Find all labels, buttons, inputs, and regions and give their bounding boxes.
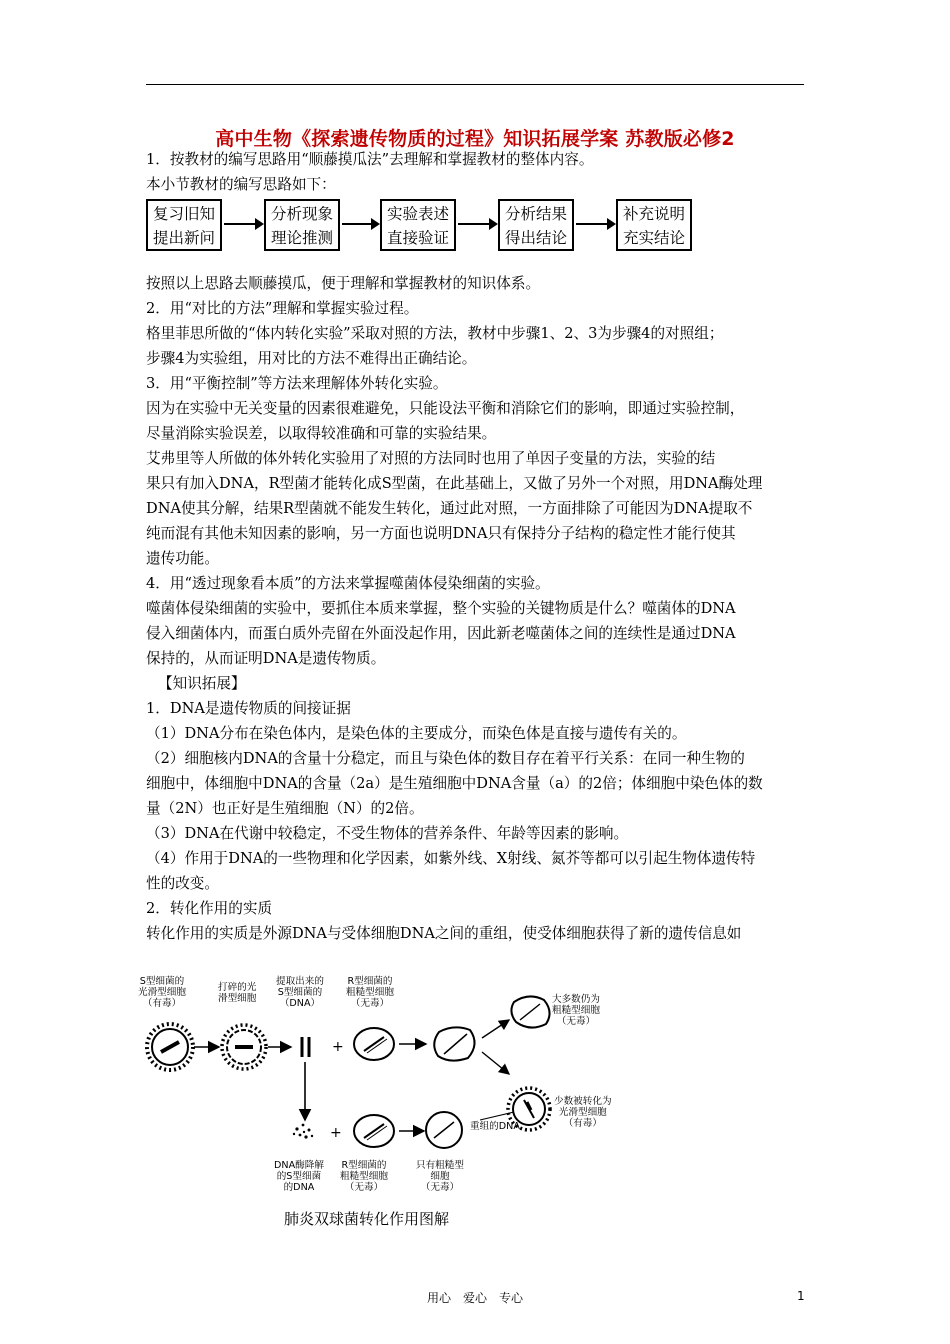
flow-box-line1: 分析现象 — [270, 205, 333, 223]
label-few-s: 少数被转化为 光滑型细胞 （有毒） — [554, 1096, 612, 1129]
flow-box-line1: 复习旧知 — [152, 205, 215, 223]
label-broken-s: 打碎的光 滑型细胞 — [218, 982, 257, 1004]
flow-box — [498, 199, 574, 251]
text-line: 1．按教材的编写思路用“顺藤摸瓜法”去理解和掌握教材的整体内容。 — [146, 151, 594, 168]
text-line: 2．转化作用的实质 — [146, 900, 273, 917]
s-cell-icon — [147, 1024, 193, 1070]
text-line: 艾弗里等人所做的体外转化实验用了对照的方法同时也用了单因子变量的方法，实验的结 — [146, 450, 716, 467]
r-cell-icon — [354, 1028, 394, 1060]
label-r-cell-top: R型细菌的 粗糙型细胞 （无毒） — [346, 976, 394, 1009]
transformation-figure — [134, 972, 634, 1240]
text-line: 量（2N）也正好是生殖细胞（N）的2倍。 — [146, 800, 424, 817]
label-most-r: 大多数仍为 粗糙型细胞 （无毒） — [552, 994, 600, 1027]
text-line: 果只有加入DNA，R型菌才能转化成S型菌，在此基础上，又做了另外一个对照，用DNA酶处理 — [146, 475, 763, 492]
text-line: （2）细胞核内DNA的含量十分稳定，而且与染色体的数目存在着平行关系：在同一种生物的 — [146, 750, 745, 767]
text-line: 格里菲思所做的“体内转化实验”采取对照的方法，教材中步骤1、2、3为步骤4的对照组； — [146, 325, 724, 342]
flow-box-line2: 充实结论 — [622, 229, 685, 247]
label-s-cell: S型细菌的 光滑型细胞 （有毒） — [138, 976, 186, 1009]
dna-fragment-icon — [302, 1037, 309, 1057]
r-cell-result-icon — [511, 996, 549, 1027]
text-line: 噬菌体侵染细菌的实验中，要抓住本质来掌握，整个实验的关键物质是什么？噬菌体的DNA — [146, 600, 736, 617]
flowchart — [146, 199, 706, 255]
text-line: 性的改变。 — [146, 875, 219, 892]
text-line: 遗传功能。 — [146, 550, 219, 567]
text-line: 侵入细菌体内，而蛋白质外壳留在外面没起作用，因此新老噬菌体之间的连续性是通过DNA — [146, 625, 736, 642]
page-number: 1 — [797, 1289, 805, 1303]
flow-box-line2: 得出结论 — [504, 229, 567, 247]
text-line: 保持的，从而证明DNA是遗传物质。 — [146, 650, 386, 667]
r-cell-icon — [354, 1115, 394, 1147]
broken-s-cell-icon — [222, 1025, 266, 1069]
header-rule — [146, 84, 804, 85]
flow-arrow — [458, 223, 496, 225]
text-line: 3．用“平衡控制”等方法来理解体外转化实验。 — [146, 375, 448, 392]
text-line: 4．用“透过现象看本质”的方法来掌握噬菌体侵染细菌的实验。 — [146, 575, 550, 592]
recombining-cell-icon — [434, 1027, 474, 1060]
label-degraded-dna: DNA酶降解 的S型细菌 的DNA — [274, 1160, 324, 1193]
text-line: 步骤4为实验组，用对比的方法不难得出正确结论。 — [146, 350, 477, 367]
label-r-cell-bottom: R型细菌的 粗糙型细胞 （无毒） — [340, 1160, 388, 1193]
section-heading: 【知识拓展】 — [158, 675, 246, 692]
text-line: 1．DNA是遗传物质的间接证据 — [146, 700, 351, 717]
flow-box-line2: 提出新问 — [152, 229, 215, 247]
flow-arrow — [342, 223, 378, 225]
label-only-r: 只有粗糙型 细胞 （无毒） — [416, 1160, 464, 1193]
flow-arrow — [224, 223, 262, 225]
text-line: 转化作用的实质是外源DNA与受体细胞DNA之间的重组，使受体细胞获得了新的遗传信息如 — [146, 925, 742, 942]
flow-box-line2: 直接验证 — [386, 229, 449, 247]
flow-box — [146, 199, 222, 251]
text-line: 细胞中，体细胞中DNA的含量（2a）是生殖细胞中DNA含量（a）的2倍；体细胞中染色体的数 — [146, 775, 763, 792]
text-line: （3）DNA在代谢中较稳定，不受生物体的营养条件、年龄等因素的影响。 — [146, 825, 629, 842]
text-line: DNA使其分解，结果R型菌就不能发生转化，通过此对照，一方面排除了可能因为DNA提取不 — [146, 500, 753, 517]
text-line: 因为在实验中无关变量的因素很难避免，只能设法平衡和消除它们的影响，即通过实验控制， — [146, 400, 745, 417]
text-line: （1）DNA分布在染色体内，是染色体的主要成分，而染色体是直接与遗传有关的。 — [146, 725, 687, 742]
flow-box-line1: 分析结果 — [504, 205, 567, 223]
flow-box — [264, 199, 340, 251]
text-line: 按照以上思路去顺藤摸瓜，便于理解和掌握教材的知识体系。 — [146, 275, 541, 292]
document-title: 高中生物《探索遗传物质的过程》知识拓展学案 苏教版必修2 — [215, 128, 735, 150]
page-footer: 用心 爱心 专心 — [426, 1291, 523, 1305]
flow-box — [380, 199, 456, 251]
r-cell-result-icon — [426, 1112, 462, 1148]
plus-sign: + — [330, 1125, 342, 1141]
flow-box-line2: 理论推测 — [270, 229, 333, 247]
text-line: 2．用“对比的方法”理解和掌握实验过程。 — [146, 300, 419, 317]
flow-arrow — [576, 223, 614, 225]
text-line: 尽量消除实验误差，以取得较准确和可靠的实验结果。 — [146, 425, 497, 442]
figure-caption: 肺炎双球菌转化作用图解 — [284, 1210, 450, 1228]
plus-sign: + — [332, 1039, 344, 1055]
label-recombined: 重组的DNA — [470, 1121, 520, 1132]
text-line: 纯而混有其他未知因素的影响，另一方面也说明DNA只有保持分子结构的稳定性才能行使其 — [146, 525, 736, 542]
flow-box-line1: 实验表述 — [386, 205, 449, 223]
text-line: （4）作用于DNA的一些物理和化学因素，如紫外线、X射线、氮芥等都可以引起生物体遗传特 — [146, 850, 756, 867]
flow-box-line1: 补充说明 — [622, 205, 685, 223]
degraded-dna-icon — [293, 1124, 313, 1139]
label-extracted-dna: 提取出来的 S型细菌的 （DNA） — [276, 976, 324, 1009]
text-line: 本小节教材的编写思路如下： — [146, 176, 336, 193]
flow-box — [616, 199, 692, 251]
